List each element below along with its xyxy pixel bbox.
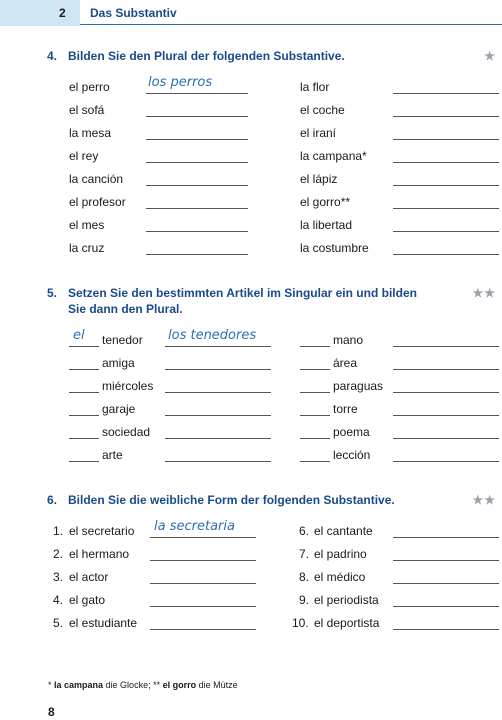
item-number: 2. — [53, 547, 64, 561]
item-number: 10. — [292, 616, 309, 630]
answer-blank[interactable] — [146, 208, 248, 209]
answer-blank[interactable] — [146, 162, 248, 163]
item-number: 8. — [299, 570, 310, 584]
item-word: el iraní — [300, 126, 337, 140]
article-blank[interactable] — [69, 461, 99, 462]
item-word: mano — [333, 333, 364, 347]
item-word: área — [333, 356, 358, 370]
handwritten-article: el — [73, 328, 85, 343]
answer-blank[interactable] — [393, 254, 499, 255]
article-blank[interactable] — [69, 392, 99, 393]
item-word: el profesor — [69, 195, 126, 209]
item-number: 4. — [53, 593, 64, 607]
item-word: miércoles — [102, 379, 154, 393]
item-word: torre — [333, 402, 358, 416]
footnote-term-2: el gorro — [162, 680, 197, 690]
item-word: poema — [333, 425, 370, 439]
article-blank[interactable] — [300, 392, 330, 393]
footnote — [48, 680, 238, 690]
article-blank[interactable] — [69, 369, 99, 370]
answer-blank[interactable] — [150, 606, 256, 607]
exercise-5-title — [0, 285, 502, 317]
answer-blank[interactable] — [393, 139, 499, 140]
article-blank[interactable] — [69, 415, 99, 416]
answer-blank[interactable] — [393, 629, 499, 630]
item-word: lección — [333, 448, 371, 462]
chapter-number: 2 — [59, 6, 66, 20]
item-word: arte — [102, 448, 123, 462]
difficulty-stars: ★★ — [472, 286, 496, 300]
footnote-def-1: die Glocke; ** — [103, 680, 163, 690]
item-number: 1. — [53, 524, 64, 538]
difficulty-stars: ★ — [484, 49, 496, 63]
answer-blank[interactable] — [393, 438, 499, 439]
answer-blank[interactable] — [393, 231, 499, 232]
answer-blank[interactable] — [146, 139, 248, 140]
answer-blank[interactable] — [165, 415, 271, 416]
item-word: el coche — [300, 103, 345, 117]
answer-blank[interactable] — [393, 369, 499, 370]
item-word: el perro — [69, 80, 110, 94]
item-word: el secretario — [69, 524, 135, 538]
answer-blank[interactable] — [393, 392, 499, 393]
answer-blank[interactable] — [393, 606, 499, 607]
answer-blank[interactable] — [165, 369, 271, 370]
item-word: el médico — [314, 570, 366, 584]
item-number: 6. — [299, 524, 310, 538]
item-word: el sofá — [69, 103, 105, 117]
answer-blank[interactable] — [393, 583, 499, 584]
exercise-4-title — [0, 48, 502, 64]
article-blank[interactable] — [69, 346, 99, 347]
page-number: 8 — [48, 705, 55, 719]
answer-blank[interactable] — [165, 346, 271, 347]
footnote-term-1: la campana — [54, 680, 104, 690]
item-word: el lápiz — [300, 172, 338, 186]
chapter-title: Das Substantiv — [90, 6, 177, 20]
answer-blank[interactable] — [146, 93, 248, 94]
answer-blank[interactable] — [393, 346, 499, 347]
answer-blank[interactable] — [393, 116, 499, 117]
item-word: el deportista — [314, 616, 380, 630]
exercise-instruction: Bilden Sie die weibliche Form der folgenden Substantive. — [68, 493, 395, 507]
item-word: sociedad — [102, 425, 151, 439]
article-blank[interactable] — [300, 369, 330, 370]
answer-blank[interactable] — [150, 560, 256, 561]
item-word: el periodista — [314, 593, 379, 607]
item-word: garaje — [102, 402, 136, 416]
item-word: el gato — [69, 593, 106, 607]
item-word: la flor — [300, 80, 330, 94]
answer-blank[interactable] — [165, 438, 271, 439]
item-word: la costumbre — [300, 241, 369, 255]
answer-blank[interactable] — [146, 185, 248, 186]
item-word: tenedor — [102, 333, 143, 347]
answer-blank[interactable] — [393, 185, 499, 186]
article-blank[interactable] — [300, 461, 330, 462]
answer-blank[interactable] — [393, 162, 499, 163]
item-number: 5. — [53, 616, 64, 630]
article-blank[interactable] — [300, 415, 330, 416]
item-word: el cantante — [314, 524, 373, 538]
answer-blank[interactable] — [146, 231, 248, 232]
answer-blank[interactable] — [393, 560, 499, 561]
handwritten-answer: los perros — [148, 75, 213, 90]
exercise-number: 5. — [47, 286, 58, 300]
answer-blank[interactable] — [146, 116, 248, 117]
article-blank[interactable] — [69, 438, 99, 439]
answer-blank[interactable] — [393, 93, 499, 94]
answer-blank[interactable] — [165, 392, 271, 393]
footnote-def-2: die Mütze — [196, 680, 238, 690]
handwritten-answer: la secretaria — [154, 519, 235, 534]
item-word: el estudiante — [69, 616, 138, 630]
answer-blank[interactable] — [146, 254, 248, 255]
handwritten-answer: los tenedores — [168, 328, 257, 343]
item-word: la mesa — [69, 126, 112, 140]
exercise-instruction: Bilden Sie den Plural der folgenden Substantive. — [68, 49, 345, 63]
article-blank[interactable] — [300, 438, 330, 439]
exercise-number: 4. — [47, 49, 58, 63]
answer-blank[interactable] — [165, 461, 271, 462]
item-word: la cruz — [69, 241, 105, 255]
item-word: el actor — [69, 570, 109, 584]
exercise-number: 6. — [47, 493, 58, 507]
item-number: 7. — [299, 547, 310, 561]
answer-blank[interactable] — [150, 537, 256, 538]
item-word: el rey — [69, 149, 99, 163]
item-word: la libertad — [300, 218, 353, 232]
item-number: 9. — [299, 593, 310, 607]
item-word: amiga — [102, 356, 135, 370]
answer-blank[interactable] — [393, 537, 499, 538]
item-word: el padrino — [314, 547, 367, 561]
item-word: el gorro** — [300, 195, 351, 209]
item-word: paraguas — [333, 379, 384, 393]
answer-blank[interactable] — [150, 583, 256, 584]
article-blank[interactable] — [300, 346, 330, 347]
chapter-number-box — [0, 0, 80, 26]
item-word: la campana* — [300, 149, 367, 163]
exercise-instruction: Setzen Sie den bestimmten Artikel im Singular ein und bilden Sie dann den Plural. — [68, 286, 417, 316]
answer-blank[interactable] — [393, 415, 499, 416]
item-number: 3. — [53, 570, 64, 584]
chapter-header — [0, 0, 502, 26]
difficulty-stars: ★★ — [472, 493, 496, 507]
item-word: el mes — [69, 218, 105, 232]
header-rule — [80, 24, 502, 25]
answer-blank[interactable] — [150, 629, 256, 630]
item-word: la canción — [69, 172, 124, 186]
item-word: el hermano — [69, 547, 130, 561]
exercise-6-title — [0, 492, 502, 508]
answer-blank[interactable] — [393, 208, 499, 209]
answer-blank[interactable] — [393, 461, 499, 462]
footnote-marker: * — [48, 680, 55, 690]
